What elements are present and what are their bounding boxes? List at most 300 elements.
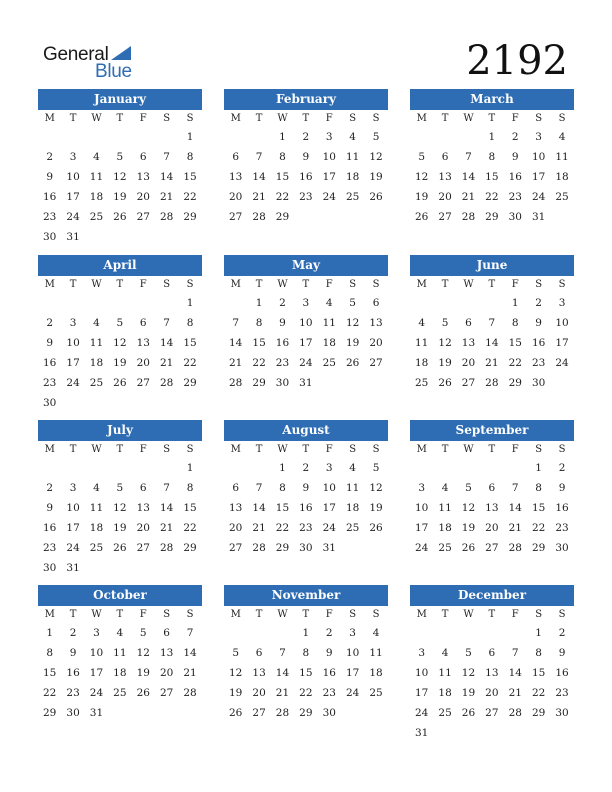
weekday-label: F: [325, 113, 333, 124]
day-cell: 11: [369, 647, 383, 659]
day-cell: 1: [535, 627, 542, 639]
day-cell: 23: [322, 687, 336, 699]
day-cell: 19: [136, 667, 150, 679]
day-cell: 9: [46, 337, 54, 349]
day-cell: 8: [255, 317, 263, 329]
day-cell: 4: [441, 647, 449, 659]
weekday-label: T: [116, 279, 124, 290]
day-cell: 1: [186, 462, 194, 474]
day-cell: 30: [43, 397, 57, 409]
day-cell: 2: [302, 131, 310, 143]
day-cell: 3: [325, 462, 333, 474]
empty-day-cell: [457, 623, 480, 643]
weekday-label: F: [511, 279, 519, 290]
empty-day-cell: [480, 623, 503, 643]
empty-day-cell: [271, 623, 294, 643]
weekday-label: T: [441, 444, 449, 455]
day-cell: 17: [555, 337, 569, 349]
day-cell: 8: [535, 647, 542, 659]
day-cell: 7: [163, 482, 170, 494]
day-cell: 1: [488, 131, 496, 143]
empty-day-cell: [85, 127, 108, 147]
day-cell: 24: [66, 542, 80, 554]
day-cell: 20: [252, 687, 266, 699]
weekday-label: W: [277, 113, 288, 124]
month-header: August: [224, 420, 388, 441]
day-cell: 23: [66, 687, 80, 699]
day-cell: 8: [186, 317, 194, 329]
day-cell: 6: [139, 482, 147, 494]
day-cell: 24: [66, 377, 80, 389]
empty-day-cell: [247, 127, 270, 147]
day-cell: 10: [531, 151, 546, 163]
day-cell: 17: [415, 687, 429, 699]
month-header: April: [38, 255, 202, 276]
month-july: [38, 420, 202, 580]
day-cell: 13: [136, 337, 150, 349]
day-cell: 19: [369, 171, 383, 183]
empty-day-cell: [38, 127, 61, 147]
day-cell: 21: [508, 687, 522, 699]
weekday-label: T: [116, 444, 124, 455]
day-cell: 27: [461, 377, 476, 389]
day-cell: 17: [299, 337, 313, 349]
day-cell: 3: [69, 317, 77, 329]
weekday-label: S: [349, 609, 357, 620]
weekday-label: T: [69, 279, 77, 290]
day-cell: 26: [345, 357, 360, 369]
day-cell: 30: [555, 542, 569, 554]
day-cell: 9: [302, 482, 310, 494]
day-cell: 28: [508, 707, 522, 719]
day-cell: 12: [369, 151, 383, 163]
weekday-label: F: [511, 444, 519, 455]
day-cell: 19: [113, 191, 127, 203]
weekday-label: S: [163, 113, 171, 124]
month-january: [38, 89, 202, 249]
day-cell: 14: [252, 502, 266, 514]
weekday-label: S: [535, 279, 543, 290]
empty-day-cell: [108, 458, 131, 478]
day-cell: 9: [46, 171, 54, 183]
day-cell: 25: [113, 687, 127, 699]
day-cell: 5: [465, 647, 472, 659]
day-cell: 23: [299, 191, 313, 203]
day-cell: 9: [558, 482, 566, 494]
day-cell: 3: [418, 647, 426, 659]
day-cell: 18: [89, 191, 104, 203]
weekday-label: F: [139, 444, 147, 455]
empty-day-cell: [224, 127, 247, 147]
weekday-label: T: [441, 279, 449, 290]
weekday-label: T: [255, 609, 263, 620]
weekday-label: T: [255, 444, 263, 455]
day-cell: 8: [186, 151, 194, 163]
day-cell: 30: [66, 707, 80, 719]
month-days-grid: [410, 606, 574, 743]
month-header: March: [410, 89, 574, 110]
day-cell: 1: [302, 627, 310, 639]
day-cell: 14: [159, 337, 174, 349]
day-cell: 19: [461, 687, 476, 699]
day-cell: 9: [511, 151, 519, 163]
day-cell: 17: [66, 191, 80, 203]
day-cell: 27: [438, 211, 452, 223]
weekday-label: S: [558, 279, 566, 290]
day-cell: 16: [555, 502, 569, 514]
day-cell: 9: [325, 647, 333, 659]
day-cell: 31: [531, 211, 546, 223]
empty-day-cell: [224, 458, 247, 478]
day-cell: 14: [508, 667, 522, 679]
day-cell: 22: [299, 687, 313, 699]
day-cell: 23: [43, 377, 57, 389]
day-cell: 3: [349, 627, 356, 639]
day-cell: 14: [508, 502, 522, 514]
day-cell: 17: [531, 171, 546, 183]
weekday-label: S: [372, 444, 380, 455]
day-cell: 24: [89, 687, 104, 699]
weekday-label: F: [139, 609, 147, 620]
day-cell: 25: [438, 542, 452, 554]
empty-day-cell: [108, 127, 131, 147]
empty-day-cell: [480, 458, 503, 478]
empty-day-cell: [410, 127, 433, 147]
day-cell: 26: [113, 211, 127, 223]
weekday-label: S: [558, 444, 566, 455]
day-cell: 29: [275, 211, 290, 223]
day-cell: 5: [418, 151, 426, 163]
weekday-label: W: [277, 444, 288, 455]
day-cell: 29: [531, 707, 546, 719]
day-cell: 10: [345, 647, 360, 659]
weekday-label: S: [163, 279, 171, 290]
day-cell: 31: [66, 231, 80, 243]
weekday-label: S: [186, 113, 194, 124]
day-cell: 17: [66, 357, 80, 369]
day-cell: 30: [322, 707, 336, 719]
day-cell: 24: [322, 522, 336, 534]
day-cell: 19: [461, 522, 476, 534]
weekday-label: M: [230, 113, 241, 124]
day-cell: 21: [461, 191, 476, 203]
month-days-grid: [38, 606, 202, 723]
day-cell: 11: [415, 337, 429, 349]
weekday-label: F: [325, 609, 333, 620]
month-days-grid: [38, 276, 202, 413]
day-cell: 3: [69, 482, 77, 494]
empty-day-cell: [433, 293, 456, 313]
day-cell: 10: [415, 667, 429, 679]
empty-day-cell: [61, 458, 84, 478]
day-cell: 6: [163, 627, 170, 639]
day-cell: 21: [159, 191, 174, 203]
weekday-label: T: [116, 113, 124, 124]
empty-day-cell: [132, 293, 155, 313]
day-cell: 16: [43, 522, 57, 534]
weekday-label: M: [230, 609, 241, 620]
day-cell: 19: [415, 191, 429, 203]
day-cell: 4: [372, 627, 380, 639]
day-cell: 23: [555, 522, 569, 534]
day-cell: 14: [485, 337, 499, 349]
weekday-label: M: [416, 609, 427, 620]
day-cell: 15: [183, 171, 197, 183]
day-cell: 15: [508, 337, 522, 349]
day-cell: 28: [508, 542, 522, 554]
day-cell: 4: [93, 482, 100, 494]
day-cell: 14: [183, 647, 197, 659]
day-cell: 17: [322, 502, 336, 514]
day-cell: 2: [302, 462, 310, 474]
month-days-grid: [410, 441, 574, 558]
day-cell: 29: [299, 707, 313, 719]
day-cell: 3: [535, 131, 542, 143]
day-cell: 13: [136, 502, 150, 514]
day-cell: 18: [322, 337, 336, 349]
day-cell: 11: [322, 317, 336, 329]
day-cell: 15: [275, 171, 290, 183]
day-cell: 5: [116, 151, 124, 163]
day-cell: 30: [299, 542, 313, 554]
month-june: [410, 255, 574, 415]
day-cell: 27: [136, 377, 150, 389]
day-cell: 10: [89, 647, 104, 659]
weekday-label: M: [44, 279, 55, 290]
day-cell: 25: [345, 191, 360, 203]
day-cell: 15: [485, 171, 499, 183]
weekday-label: T: [441, 609, 449, 620]
weekday-label: F: [511, 609, 519, 620]
weekday-label: S: [349, 113, 357, 124]
day-cell: 19: [113, 357, 127, 369]
day-cell: 25: [345, 522, 360, 534]
weekday-label: T: [441, 113, 449, 124]
day-cell: 16: [322, 667, 336, 679]
day-cell: 4: [349, 131, 356, 143]
day-cell: 6: [139, 317, 147, 329]
day-cell: 2: [535, 297, 542, 309]
day-cell: 28: [461, 211, 476, 223]
day-cell: 6: [232, 482, 240, 494]
weekday-label: M: [230, 279, 241, 290]
weekday-label: S: [186, 279, 194, 290]
day-cell: 25: [369, 687, 383, 699]
day-cell: 16: [299, 502, 313, 514]
day-cell: 29: [183, 542, 197, 554]
weekday-label: W: [277, 609, 288, 620]
day-cell: 5: [116, 317, 124, 329]
day-cell: 3: [302, 297, 310, 309]
day-cell: 5: [372, 462, 380, 474]
month-header: July: [38, 420, 202, 441]
day-cell: 4: [349, 462, 356, 474]
empty-day-cell: [504, 623, 527, 643]
day-cell: 21: [252, 522, 266, 534]
day-cell: 21: [485, 357, 499, 369]
day-cell: 2: [558, 462, 566, 474]
month-may: [224, 255, 388, 415]
empty-day-cell: [155, 293, 178, 313]
weekday-label: S: [349, 444, 357, 455]
month-header: December: [410, 585, 574, 606]
day-cell: 1: [186, 297, 194, 309]
day-cell: 7: [511, 482, 519, 494]
day-cell: 29: [531, 542, 546, 554]
day-cell: 13: [369, 317, 383, 329]
day-cell: 18: [89, 357, 104, 369]
weekday-label: S: [186, 609, 194, 620]
day-cell: 9: [535, 317, 542, 329]
day-cell: 9: [302, 151, 310, 163]
day-cell: 18: [555, 171, 569, 183]
weekday-label: T: [302, 609, 310, 620]
day-cell: 8: [279, 482, 286, 494]
day-cell: 20: [136, 191, 150, 203]
day-cell: 10: [322, 151, 336, 163]
weekday-label: T: [116, 609, 124, 620]
day-cell: 5: [232, 647, 240, 659]
day-cell: 21: [508, 522, 522, 534]
day-cell: 13: [159, 647, 174, 659]
weekday-label: S: [558, 113, 566, 124]
day-cell: 30: [508, 211, 522, 223]
weekday-label: M: [44, 609, 55, 620]
month-days-grid: [224, 110, 388, 227]
year-title: 2192: [466, 38, 568, 84]
empty-day-cell: [410, 293, 433, 313]
day-cell: 1: [535, 462, 542, 474]
day-cell: 26: [461, 707, 476, 719]
day-cell: 11: [555, 151, 569, 163]
day-cell: 1: [511, 297, 519, 309]
day-cell: 26: [369, 522, 383, 534]
empty-day-cell: [85, 458, 108, 478]
day-cell: 9: [69, 647, 77, 659]
day-cell: 12: [461, 667, 476, 679]
day-cell: 27: [485, 707, 499, 719]
day-cell: 26: [229, 707, 243, 719]
day-cell: 30: [555, 707, 569, 719]
day-cell: 13: [485, 502, 499, 514]
day-cell: 15: [275, 502, 290, 514]
day-cell: 20: [229, 191, 243, 203]
day-cell: 27: [485, 542, 499, 554]
logo-text-blue: Blue: [95, 61, 132, 82]
day-cell: 19: [438, 357, 452, 369]
day-cell: 30: [43, 231, 57, 243]
day-cell: 11: [438, 502, 452, 514]
day-cell: 6: [139, 151, 147, 163]
day-cell: 1: [279, 462, 286, 474]
day-cell: 13: [438, 171, 452, 183]
weekday-label: W: [91, 279, 102, 290]
day-cell: 1: [186, 131, 194, 143]
weekday-label: S: [535, 609, 543, 620]
weekday-label: F: [325, 444, 333, 455]
day-cell: 19: [369, 502, 383, 514]
weekday-label: T: [488, 444, 496, 455]
day-cell: 27: [159, 687, 174, 699]
empty-day-cell: [504, 458, 527, 478]
weekday-label: W: [277, 279, 288, 290]
empty-day-cell: [132, 127, 155, 147]
day-cell: 5: [465, 482, 472, 494]
weekday-label: T: [302, 113, 310, 124]
day-cell: 26: [461, 542, 476, 554]
day-cell: 31: [89, 707, 104, 719]
day-cell: 3: [325, 131, 333, 143]
day-cell: 31: [66, 562, 80, 574]
day-cell: 31: [299, 377, 313, 389]
day-cell: 24: [345, 687, 360, 699]
month-header: September: [410, 420, 574, 441]
day-cell: 28: [485, 377, 499, 389]
day-cell: 12: [229, 667, 243, 679]
day-cell: 26: [369, 191, 383, 203]
day-cell: 15: [183, 337, 197, 349]
day-cell: 28: [229, 377, 243, 389]
day-cell: 17: [66, 522, 80, 534]
logo-text-general: General: [43, 44, 109, 65]
day-cell: 13: [229, 171, 243, 183]
empty-day-cell: [433, 458, 456, 478]
day-cell: 2: [69, 627, 77, 639]
weekday-label: S: [372, 113, 380, 124]
day-cell: 10: [415, 502, 429, 514]
day-cell: 16: [299, 171, 313, 183]
day-cell: 1: [279, 131, 286, 143]
day-cell: 8: [46, 647, 54, 659]
day-cell: 13: [136, 171, 150, 183]
weekday-label: F: [325, 279, 333, 290]
day-cell: 6: [232, 151, 240, 163]
day-cell: 18: [113, 667, 127, 679]
day-cell: 14: [461, 171, 476, 183]
weekday-label: M: [44, 113, 55, 124]
weekday-label: T: [302, 444, 310, 455]
day-cell: 16: [531, 337, 546, 349]
day-cell: 14: [159, 171, 174, 183]
day-cell: 20: [136, 357, 150, 369]
day-cell: 10: [322, 482, 336, 494]
day-cell: 12: [438, 337, 452, 349]
month-april: [38, 255, 202, 415]
weekday-label: T: [69, 444, 77, 455]
day-cell: 29: [485, 211, 499, 223]
weekday-label: F: [139, 113, 147, 124]
day-cell: 8: [488, 151, 496, 163]
day-cell: 23: [508, 191, 522, 203]
day-cell: 1: [46, 627, 54, 639]
logo: [43, 44, 143, 84]
month-days-grid: [410, 110, 574, 227]
day-cell: 23: [275, 357, 290, 369]
day-cell: 27: [252, 707, 266, 719]
day-cell: 7: [279, 647, 286, 659]
weekday-label: M: [416, 444, 427, 455]
day-cell: 20: [485, 522, 499, 534]
day-cell: 29: [183, 377, 197, 389]
day-cell: 5: [139, 627, 147, 639]
day-cell: 5: [372, 131, 380, 143]
day-cell: 23: [531, 357, 546, 369]
day-cell: 20: [485, 687, 499, 699]
day-cell: 22: [275, 522, 290, 534]
weekday-label: T: [255, 113, 263, 124]
day-cell: 29: [508, 377, 522, 389]
day-cell: 6: [255, 647, 263, 659]
